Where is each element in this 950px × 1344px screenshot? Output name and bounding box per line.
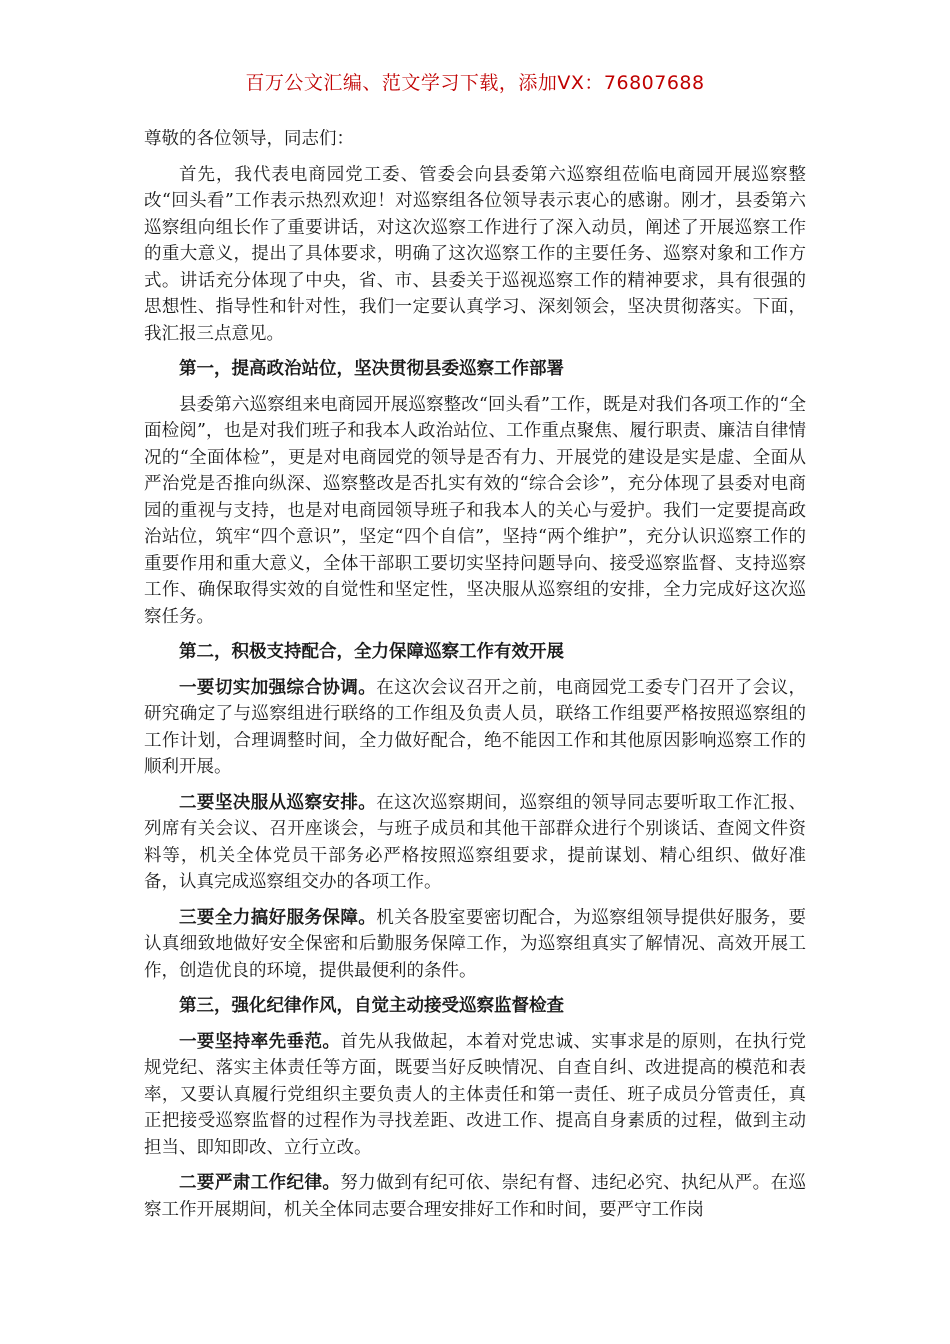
section-1-heading: 第一，提高政治站位，坚决贯彻县委巡察工作部署 xyxy=(179,359,564,379)
section-2-item-2-text: 在这次巡察期间，巡察组的领导同志要听取工作汇报、列席有关会议、召开座谈会，与班子成员和其他干部群众进行个别谈话、查阅文件资料等，机关全体党员干部务必严格按照巡察组要求，提前谋划、精心组织、做好准备，认真完成巡察组交办的各项工作。 xyxy=(144,792,807,892)
section-2-item-2 xyxy=(144,790,806,896)
section-3-item-1-text: 首先从我做起，本着对党忠诚、实事求是的原则，在执行党规党纪、落实主体责任等方面，既要当好反映情况、自查自纠、改进提高的模范和表率，又要认真履行党组织主要负责人的主体责任和第一责任、班子成员分管责任，真正把接受巡察监督的过程作为寻找差距、改进工作、提高自身素质的过程，做到主动担当、即知即改、立行立改。 xyxy=(144,1031,807,1158)
section-3-item-2 xyxy=(144,1170,806,1223)
salutation: 尊敬的各位领导，同志们： xyxy=(144,129,354,149)
section-3-heading: 第三，强化纪律作风，自觉主动接受巡察监督检查 xyxy=(179,996,564,1016)
section-3-item-2-lead: 二要严肃工作纪律。 xyxy=(179,1173,341,1193)
section-3-item-1 xyxy=(144,1029,806,1162)
section-3-item-2-text: 努力做到有纪可依、崇纪有督、违纪必究、执纪从严。在巡察工作开展期间，机关全体同志要合理安排好工作和时间，要严守工作岗 xyxy=(144,1173,807,1220)
section-2-heading: 第二，积极支持配合，全力保障巡察工作有效开展 xyxy=(179,642,564,662)
section-2-item-3 xyxy=(144,905,806,985)
section-2-item-2-lead: 二要坚决服从巡察安排。 xyxy=(179,792,377,813)
intro-paragraph: 首先，我代表电商园党工委、管委会向县委第六巡察组莅临电商园开展巡察整改“回头看”工作表示热烈欢迎！对巡察组各位领导表示衷心的感谢。刚才，县委第六巡察组向组长作了重要讲话，对这次巡察工作进行了深入动员，阐述了开展巡察工作的重大意义，提出了具体要求，明确了这次巡察工作的主要任务、巡察对象和工作方式。讲话充分体现了中央，省、市、县委关于巡视巡察工作的精神要求，具有很强的思想性、指导性和针对性，我们一定要认真学习、深刻领会，坚决贯彻落实。下面，我汇报三点意见。 xyxy=(144,164,806,344)
section-2-item-3-text: 机关各股室要密切配合，为巡察组领导提供好服务，要认真细致地做好安全保密和后勤服务保障工作，为巡察组真实了解情况、高效开展工作，创造优良的环境，提供最便利的条件。 xyxy=(144,907,807,981)
section-2-item-1-lead: 一要切实加强综合协调。 xyxy=(179,677,377,698)
section-3-item-1-lead: 一要坚持率先垂范。 xyxy=(179,1031,341,1052)
section-1-paragraph: 县委第六巡察组来电商园开展巡察整改“回头看”工作，既是对我们各项工作的“全面检阅”，也是对我们班子和我本人政治站位、工作重点聚焦、履行职责、廉洁自律情况的“全面体检”，更是对电商园党的领导是否有力、开展党的建设是实是虚、全面从严治党是否推向纵深、巡察整改是否扎实有效的“综合会诊”，充分体现了县委对电商园的重视与支持，也是对电商园领导班子和我本人的关心与爱护。我们一定要提高政治站位，筑牢“四个意识”，坚定“四个自信”，坚持“两个维护”，充分认识巡察工作的重要作用和重大意义，全体干部职工要切实坚持问题导向、接受巡察监督、支持巡察工作、确保取得实效的自觉性和坚定性，坚决服从巡察组的安排，全力完成好这次巡察任务。 xyxy=(144,394,806,627)
section-2-item-3-lead: 三要全力搞好服务保障。 xyxy=(179,907,377,928)
header-banner: 百万公文汇编、范文学习下载，添加VX：76807688 xyxy=(245,72,705,94)
section-2-item-1 xyxy=(144,675,806,781)
document-body xyxy=(144,126,806,1232)
section-2-item-1-text: 在这次会议召开之前，电商园党工委专门召开了会议，研究确定了与巡察组进行联络的工作组及负责人员，联络工作组要严格按照巡察组的工作计划，合理调整时间，全力做好配合，绝不能因工作和其他原因影响巡察工作的顺利开展。 xyxy=(144,677,807,777)
